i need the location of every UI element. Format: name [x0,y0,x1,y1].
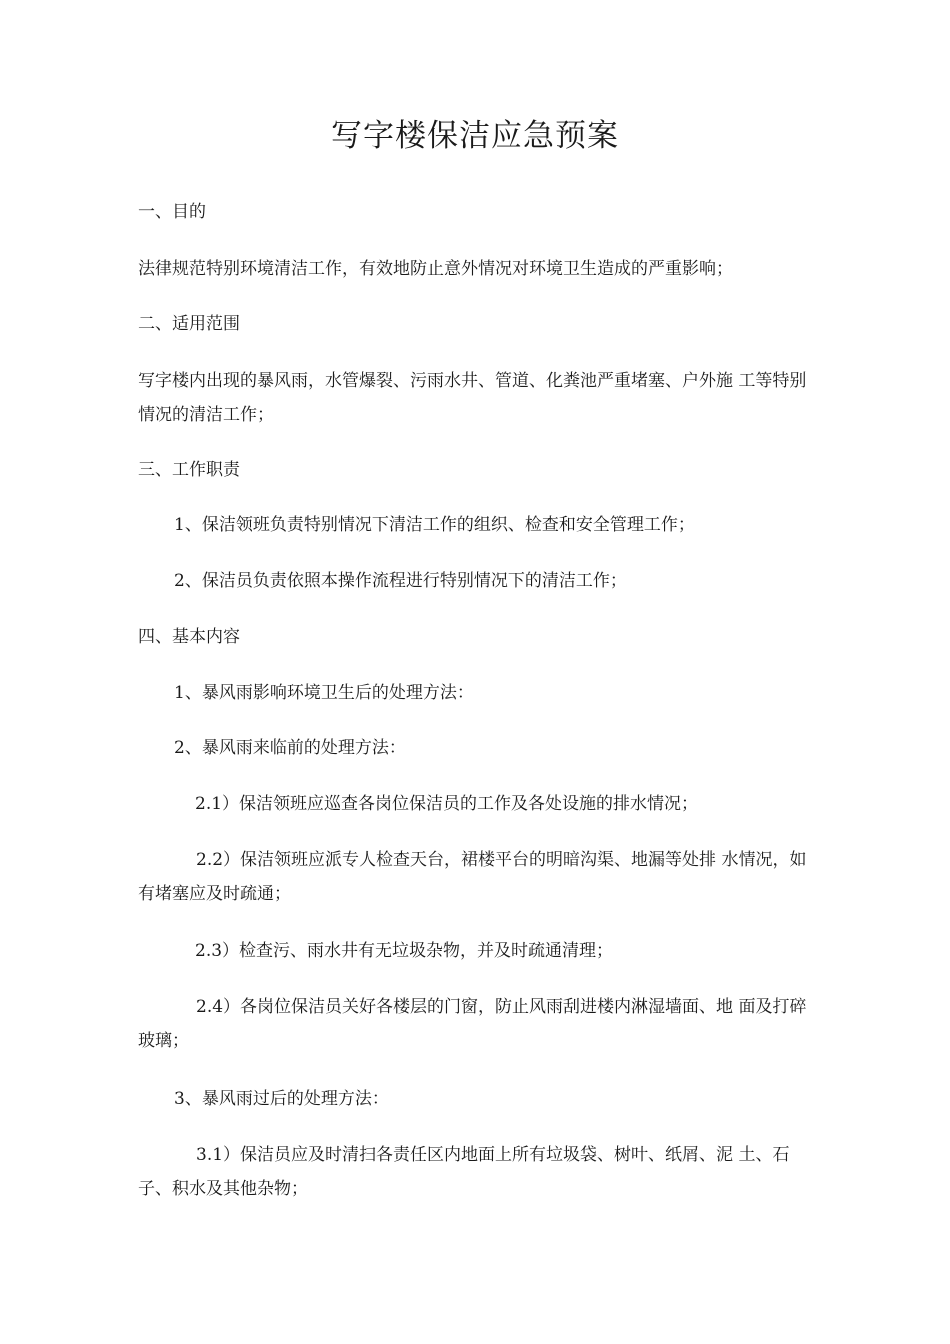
content-item-3-1: 3.1）保洁员应及时清扫各责任区内地面上所有垃圾袋、树叶、纸屑、泥 土、石子、积水及其他杂物； [138,1145,790,1199]
content-item-3: 3、暴风雨过后的处理方法： [174,1089,389,1109]
content-item-2-4: 2.4）各岗位保洁员关好各楼层的门窗，防止风雨刮进楼内淋湿墙面、地 面及打碎玻璃； [138,997,807,1051]
section-heading-content: 四、基本内容 [138,627,240,647]
content-item-2-2: 2.2）保洁领班应派专人检查天台，裙楼平台的明暗沟渠、地漏等处排 水情况，如有堵塞应及时疏通； [138,850,807,904]
section-heading-purpose: 一、目的 [138,202,206,222]
paragraph-purpose: 法律规范特别环境清洁工作，有效地防止意外情况对环境卫生造成的严重影响； [138,259,733,279]
duty-item-1: 1、保洁领班负责特别情况下清洁工作的组织、检查和安全管理工作； [174,515,695,535]
document-title: 写字楼保洁应急预案 [331,118,619,154]
content-item-1: 1、暴风雨影响环境卫生后的处理方法： [174,683,474,703]
section-heading-scope: 二、适用范围 [138,314,240,334]
content-item-2: 2、暴风雨来临前的处理方法： [174,738,406,758]
section-heading-duties: 三、工作职责 [138,460,240,480]
duty-item-2: 2、保洁员负责依照本操作流程进行特别情况下的清洁工作； [174,571,627,591]
content-item-2-1: 2.1）保洁领班应巡查各岗位保洁员的工作及各处设施的排水情况； [195,794,699,814]
content-item-2-3: 2.3）检查污、雨水井有无垃圾杂物，并及时疏通清理； [195,941,614,961]
paragraph-scope: 写字楼内出现的暴风雨，水管爆裂、污雨水井、管道、化粪池严重堵塞、户外施 工等特别情况的清洁工作； [138,371,807,425]
